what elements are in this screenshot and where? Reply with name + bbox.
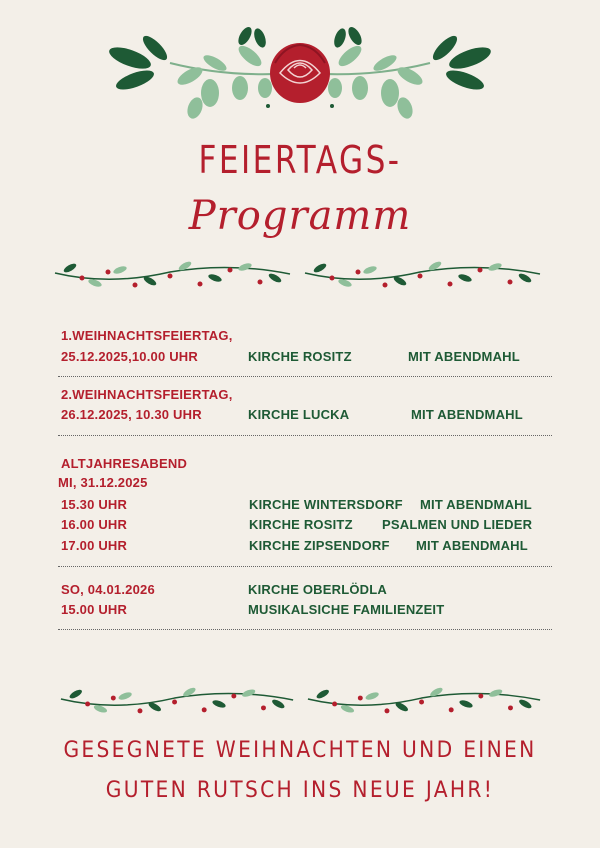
event3-row2-time: 16.00 UHR <box>61 517 128 532</box>
event2-note: MIT ABENDMAHL <box>411 407 523 422</box>
event1-datetime: 25.12.2025,10.00 UHR <box>61 349 198 364</box>
event4-date: SO, 04.01.2026 <box>61 582 155 597</box>
divider <box>58 566 552 567</box>
event3-row1-place: KIRCHE WINTERSDORF <box>249 497 403 512</box>
rose-garland-ornament <box>100 18 500 133</box>
event4-place: KIRCHE OBERLÖDLA <box>248 582 387 597</box>
event3-row2-note: PSALMEN UND LIEDER <box>382 517 533 532</box>
event3-row3-time: 17.00 UHR <box>61 538 128 553</box>
event3-row2-place: KIRCHE ROSITZ <box>249 517 353 532</box>
divider <box>58 629 552 630</box>
event3-date: MI, 31.12.2025 <box>58 475 148 490</box>
berry-garland-bottom <box>56 684 550 718</box>
event2-title: 2.WEIHNACHTSFEIERTAG, <box>61 387 233 402</box>
title-line-2: Programm <box>188 193 412 239</box>
footer-line-1: GESEGNETE WEIHNACHTEN UND EINEN <box>63 738 537 763</box>
event1-note: MIT ABENDMAHL <box>408 349 520 364</box>
event3-row3-note: MIT ABENDMAHL <box>416 538 528 553</box>
event4-time: 15.00 UHR <box>61 602 128 617</box>
event1-title: 1.WEIHNACHTSFEIERTAG, <box>61 328 233 343</box>
event4-note: MUSIKALSICHE FAMILIENZEIT <box>248 602 445 617</box>
rose-icon <box>270 43 330 103</box>
event3-row1-note: MIT ABENDMAHL <box>420 497 532 512</box>
event3-row3-place: KIRCHE ZIPSENDORF <box>249 538 390 553</box>
title-line-1: FEIERTAGS- <box>198 138 402 182</box>
footer-line-2: GUTEN RUTSCH INS NEUE JAHR! <box>105 778 495 803</box>
event3-row1-time: 15.30 UHR <box>61 497 128 512</box>
divider <box>58 435 552 436</box>
event2-place: KIRCHE LUCKA <box>248 407 350 422</box>
left-branch <box>107 25 295 121</box>
event2-datetime: 26.12.2025, 10.30 UHR <box>61 407 202 422</box>
berry-garland-top <box>50 258 550 292</box>
divider <box>58 376 552 377</box>
right-branch <box>305 25 493 121</box>
event1-place: KIRCHE ROSITZ <box>248 349 352 364</box>
event3-title: ALTJAHRESABEND <box>61 456 188 471</box>
